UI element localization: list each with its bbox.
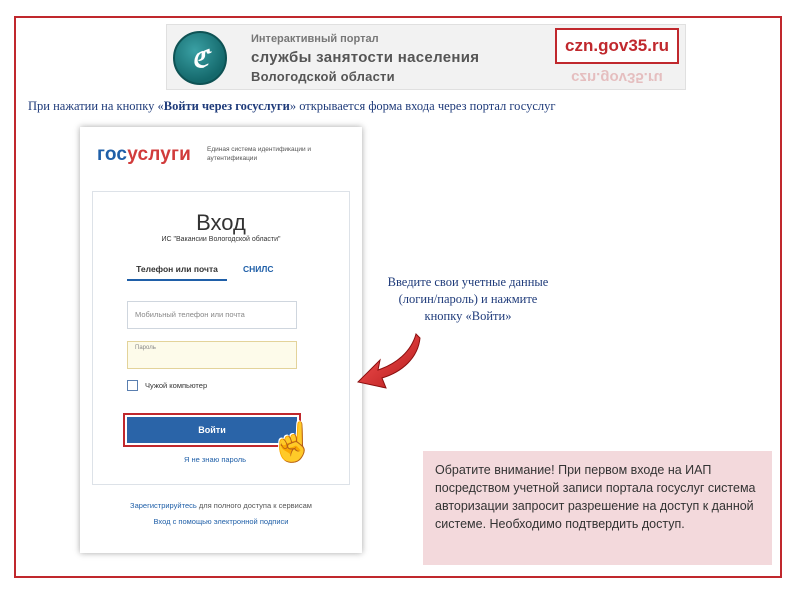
banner-line1: Интерактивный портал — [251, 33, 379, 45]
banner-line2: службы занятости населения — [251, 49, 480, 66]
forgot-password-link[interactable]: Я не знаю пароль — [183, 455, 247, 464]
login-title: Вход — [196, 210, 246, 235]
site-link[interactable]: czn.gov35.ru — [555, 28, 679, 64]
foreign-computer-checkbox[interactable] — [127, 380, 138, 391]
login-screenshot — [80, 127, 362, 553]
phone-email-input[interactable]: Мобильный телефон или почта — [127, 301, 297, 329]
login-button[interactable]: Войти — [127, 417, 297, 443]
tab-snils[interactable]: СНИЛС — [243, 264, 274, 274]
instruction-text: Введите свои учетные данные (логин/пароль) и нажмите кнопку «Войти» — [387, 275, 549, 323]
banner-line3: Вологодской области — [251, 69, 395, 84]
gosuslugi-logo: госуслуги — [97, 144, 192, 165]
attention-note: Обратите внимание! При первом входе на ИАП посредством учетной записи портала госуслуг система авторизации запросит разрешение на доступ к данной системе. Необходимо подтвердить доступ. — [423, 451, 772, 565]
password-input[interactable]: Пароль — [127, 341, 297, 369]
esign-link[interactable]: Вход с помощью электронной подписи — [153, 517, 289, 526]
red-arrow-icon — [356, 332, 436, 392]
gosuslugi-subtitle: Единая система идентификации и аутентификации — [207, 146, 312, 162]
pointer-hand-icon: ☝ — [269, 422, 317, 464]
header-banner — [166, 24, 686, 90]
login-subtitle: ИС "Вакансии Вологодской области" — [161, 236, 281, 243]
checkbox-label: Чужой компьютер — [145, 381, 208, 390]
tab-phone-email[interactable]: Телефон или почта — [127, 264, 227, 281]
register-text: Зарегистрируйтесь для полного доступа к сервисам — [130, 501, 312, 510]
intro-text: При нажатии на кнопку «Войти через госуслуги» открывается форма входа через портал госуслуг — [28, 99, 556, 113]
register-link[interactable]: Зарегистрируйтесь — [130, 501, 197, 510]
site-reflection: czn.gov35.ru — [571, 69, 663, 86]
portal-logo-icon: ℭ — [173, 31, 227, 85]
